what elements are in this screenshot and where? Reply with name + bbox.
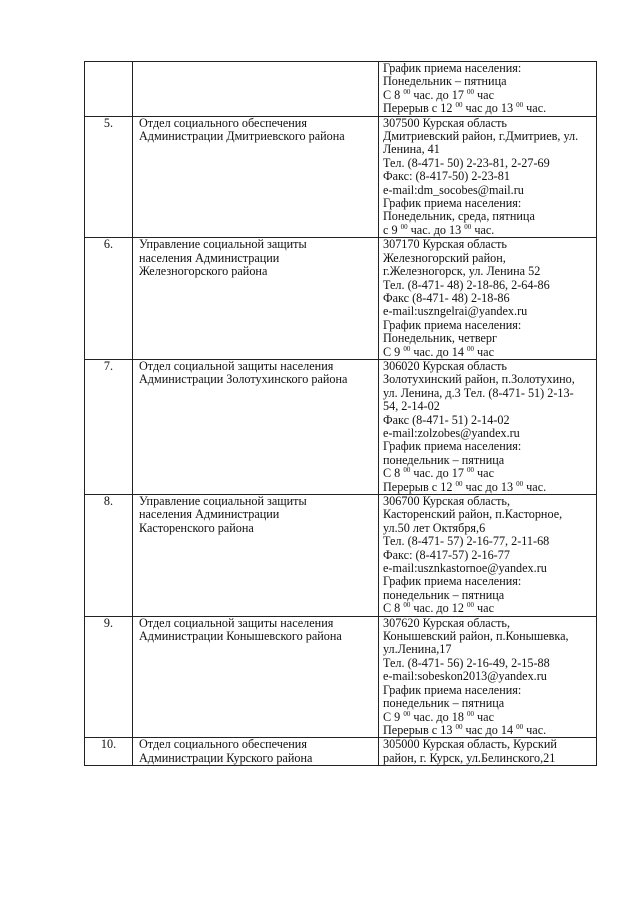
text-line: понедельник – пятница (383, 696, 505, 711)
text-line: Отдел социального обеспечения (139, 115, 307, 130)
text-line: e-mail:sobeskon2013@yandex.ru (383, 669, 547, 684)
table-row (85, 116, 597, 238)
row-number-cell (85, 616, 133, 738)
text-line: Ленина, 41 (383, 142, 440, 157)
text-line: Факс (8-471- 51) 2-14-02 (383, 412, 510, 427)
text-line: Касторенский район, п.Касторное, (383, 507, 563, 522)
text-line: Золотухинский район, п.Золотухино, (383, 372, 575, 387)
contact-info-cell (379, 495, 597, 617)
contact-info-cell (379, 238, 597, 360)
organization-name-cell (133, 738, 379, 766)
text-line: 306700 Курская область, (383, 494, 511, 508)
organization-name-cell (133, 116, 379, 238)
text-line: e-mail:dm_socobes@mail.ru (383, 182, 524, 197)
text-line: с 9 $^{00}$ час. до 13 $^{00}$ час. (383, 222, 495, 237)
text-line: С 9 $^{00}$ час. до 14 $^{00}$ час (383, 344, 494, 359)
text-line: 307500 Курская область (383, 115, 507, 130)
text-line: населения Администрации (139, 250, 280, 265)
row-number-cell (85, 62, 133, 117)
text-line: Отдел социального обеспечения (139, 737, 307, 752)
text-line: График приема населения: (383, 574, 522, 589)
table-row (85, 359, 597, 494)
text-line: Дмитриевский район, г.Дмитриев, ул. (383, 129, 579, 144)
contact-info-cell (379, 616, 597, 738)
text-line: С 8 $^{00}$ час. до 17 $^{00}$ час (383, 466, 494, 481)
text-line: Понедельник, четверг (383, 331, 498, 346)
text-line: Железногорского района (139, 264, 268, 279)
text-line: район, г. Курск, ул.Белинского,21 (383, 750, 556, 765)
table-row (85, 238, 597, 360)
text-line: Перерыв с 13 $^{00}$ час до 14 $^{00}$ час. (383, 722, 547, 737)
text-line: Администрации Конышевского района (139, 629, 342, 644)
row-number: 7. (103, 358, 114, 373)
text-line: С 9 $^{00}$ час. до 18 $^{00}$ час (383, 709, 494, 724)
text-line: Администрации Дмитриевского района (139, 129, 345, 144)
text-line: Касторенского района (139, 520, 254, 535)
text-line: ул.50 лет Октября,6 (383, 520, 486, 535)
text-line: Железногорский район, (383, 250, 506, 265)
text-line: ул.Ленина,17 (383, 642, 452, 657)
text-line: Управление социальной защиты (139, 494, 307, 508)
text-line: Факс: (8-417-57) 2-16-77 (383, 547, 510, 562)
text-line: С 8 $^{00}$ час. до 12 $^{00}$ час (383, 601, 494, 616)
row-number-cell (85, 738, 133, 766)
text-line: Понедельник – пятница (383, 74, 507, 89)
contact-info-cell (379, 116, 597, 238)
table-row (85, 495, 597, 617)
text-line: Тел. (8-471- 48) 2-18-86, 2-64-86 (383, 277, 550, 292)
text-line: ул. Ленина, д.3 Тел. (8-471- 51) 2-13- (383, 385, 574, 400)
text-line: 54, 2-14-02 (383, 399, 440, 414)
text-line: понедельник – пятница (383, 452, 505, 467)
row-number-cell (85, 359, 133, 494)
row-number: 6. (103, 237, 114, 252)
text-line: понедельник – пятница (383, 587, 505, 602)
row-number-cell (85, 238, 133, 360)
text-line: Управление социальной защиты (139, 237, 307, 252)
row-number: 9. (103, 615, 114, 630)
text-line: e-mail:usznkastornoe@yandex.ru (383, 561, 547, 576)
text-line: e-mail:uszngelrai@yandex.ru (383, 304, 528, 319)
row-number: 8. (103, 494, 114, 508)
text-line: Администрации Курского района (139, 750, 313, 765)
text-line: Перерыв с 12 $^{00}$ час до 13 $^{00}$ час. (383, 101, 547, 116)
text-line: 307620 Курская область, (383, 615, 511, 630)
organization-name-cell (133, 616, 379, 738)
text-line: Отдел социальной защиты населения (139, 358, 334, 373)
organization-name-cell (133, 359, 379, 494)
text-line: Факс: (8-417-50) 2-23-81 (383, 169, 510, 184)
text-line: График приема населения: (383, 196, 522, 211)
row-number: 10. (100, 737, 117, 752)
text-line: График приема населения: (383, 682, 522, 697)
contact-info-cell (379, 359, 597, 494)
table-row (85, 738, 597, 766)
text-line: 307170 Курская область (383, 237, 507, 252)
row-number-cell (85, 116, 133, 238)
text-line: e-mail:zolzobes@yandex.ru (383, 425, 520, 440)
text-line: Перерыв с 12 $^{00}$ час до 13 $^{00}$ час. (383, 479, 547, 494)
organization-name-cell (133, 238, 379, 360)
organization-name-cell (133, 62, 379, 117)
row-number-cell (85, 495, 133, 617)
row-number: 5. (103, 115, 114, 130)
text-line: С 8 $^{00}$ час. до 17 $^{00}$ час (383, 87, 494, 102)
text-line: Конышевский район, п.Конышевка, (383, 629, 569, 644)
text-line: 305000 Курская область, Курский (383, 737, 557, 752)
table-row (85, 616, 597, 738)
text-line: График приема населения: (383, 439, 522, 454)
organizations-table (84, 61, 597, 766)
text-line: Факс (8-471- 48) 2-18-86 (383, 290, 510, 305)
text-line: Тел. (8-471- 56) 2-16-49, 2-15-88 (383, 655, 550, 670)
text-line: График приема населения: (383, 317, 522, 332)
text-line: Администрации Золотухинского района (139, 372, 348, 387)
contact-info-cell (379, 62, 597, 117)
text-line: населения Администрации (139, 507, 280, 522)
organization-name-cell (133, 495, 379, 617)
text-line: Тел. (8-471- 57) 2-16-77, 2-11-68 (383, 534, 550, 549)
text-line: г.Железногорск, ул. Ленина 52 (383, 264, 541, 279)
text-line: Отдел социальной защиты населения (139, 615, 334, 630)
table-body (85, 62, 597, 766)
contact-info-cell (379, 738, 597, 766)
text-line: График приема населения: (383, 61, 522, 75)
table-row (85, 62, 597, 117)
text-line: Понедельник, среда, пятница (383, 209, 535, 224)
text-line: Тел. (8-471- 50) 2-23-81, 2-27-69 (383, 155, 550, 170)
text-line: 306020 Курская область (383, 358, 507, 373)
